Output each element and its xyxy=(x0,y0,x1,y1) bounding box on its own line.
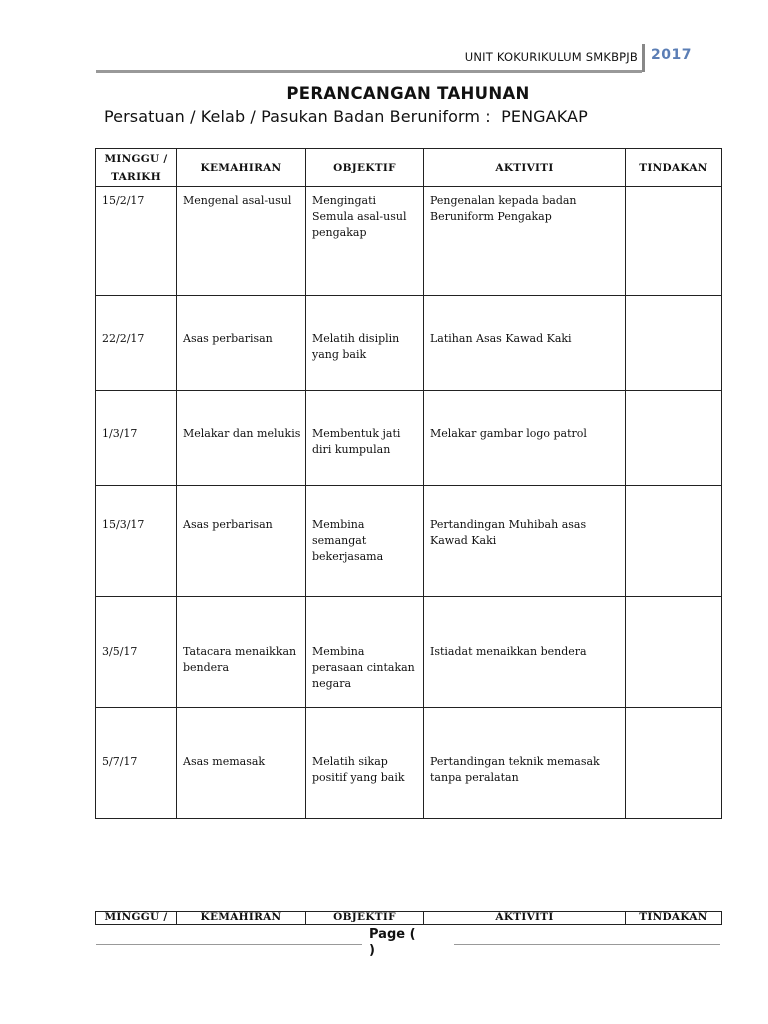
action-text xyxy=(626,296,721,331)
date-text: 22/2/17 xyxy=(102,332,145,345)
skill-text: Asas memasak xyxy=(183,755,266,768)
header-activity: AKTIVITI xyxy=(424,149,626,187)
activity-cell xyxy=(424,708,626,819)
action-text xyxy=(626,486,721,517)
action-cell xyxy=(626,296,722,391)
action-text xyxy=(626,391,721,426)
skill-text: Asas perbarisan xyxy=(183,518,273,531)
date-text: 15/2/17 xyxy=(102,194,145,207)
table-row xyxy=(96,187,722,296)
objective-cell xyxy=(306,486,424,597)
activity-text: Melakar gambar logo patrol xyxy=(430,427,587,440)
skill-text: Tatacara menaikkan bendera xyxy=(183,645,297,674)
header-action: TINDAKAN xyxy=(626,149,722,187)
activity-cell xyxy=(424,187,626,296)
table-header-row xyxy=(96,149,722,187)
activity-cell xyxy=(424,486,626,597)
header-skill: KEMAHIRAN xyxy=(177,912,306,925)
header-week-date: MINGGU / xyxy=(96,912,177,925)
skill-text: Mengenal asal-usul xyxy=(183,194,292,207)
table-row xyxy=(96,391,722,486)
action-cell xyxy=(626,486,722,597)
header-objective: OBJEKTIF xyxy=(306,912,424,925)
header-action: TINDAKAN xyxy=(626,912,722,925)
date-cell xyxy=(96,296,177,391)
header-week-date xyxy=(96,149,177,187)
objective-text: Melatih disiplin yang baik xyxy=(312,332,400,361)
skill-cell xyxy=(177,187,306,296)
skill-cell xyxy=(177,486,306,597)
page-number-label: Page ( ) xyxy=(369,927,416,958)
header-objective: OBJEKTIF xyxy=(306,149,424,187)
action-cell xyxy=(626,708,722,819)
action-cell xyxy=(626,187,722,296)
objective-cell xyxy=(306,296,424,391)
objective-text: Mengingati Semula asal-usul pengakap xyxy=(312,194,407,239)
objective-cell xyxy=(306,187,424,296)
table-row xyxy=(96,486,722,597)
header-year: 2017 xyxy=(651,47,692,63)
table-row xyxy=(96,296,722,391)
date-text: 1/3/17 xyxy=(102,427,138,440)
date-cell xyxy=(96,708,177,819)
continuation-table-header xyxy=(95,911,722,925)
header-unit-name: UNIT KOKURIKULUM SMKBPJB xyxy=(464,50,638,64)
table-row xyxy=(96,597,722,708)
activity-text: Pertandingan teknik memasak tanpa peralatan xyxy=(430,755,600,784)
date-cell xyxy=(96,597,177,708)
header-skill: KEMAHIRAN xyxy=(177,149,306,187)
skill-cell xyxy=(177,296,306,391)
objective-cell xyxy=(306,597,424,708)
date-text: 3/5/17 xyxy=(102,645,138,658)
header-week-label: MINGGU / xyxy=(104,152,168,165)
skill-cell xyxy=(177,391,306,486)
date-text: 5/7/17 xyxy=(102,755,138,768)
activity-text: Pertandingan Muhibah asas Kawad Kaki xyxy=(430,518,587,547)
action-text xyxy=(626,597,721,644)
date-cell xyxy=(96,391,177,486)
activity-text: Istiadat menaikkan bendera xyxy=(430,645,587,658)
action-cell xyxy=(626,391,722,486)
date-text: 15/3/17 xyxy=(102,518,145,531)
activity-text: Pengenalan kepada badan Beruniform Pengakap xyxy=(430,194,577,223)
skill-text: Melakar dan melukis xyxy=(183,427,301,440)
footer-rule-right xyxy=(454,944,720,945)
date-cell xyxy=(96,486,177,597)
skill-text: Asas perbarisan xyxy=(183,332,273,345)
header-rule xyxy=(96,70,642,73)
header-activity: AKTIVITI xyxy=(424,912,626,925)
header-date-label: TARIKH xyxy=(111,170,161,183)
action-text xyxy=(626,708,721,754)
action-cell xyxy=(626,597,722,708)
action-text xyxy=(626,187,721,193)
annual-plan-table xyxy=(95,148,722,819)
skill-cell xyxy=(177,708,306,819)
objective-text: Melatih sikap positif yang baik xyxy=(312,755,405,784)
activity-cell xyxy=(424,296,626,391)
objective-cell xyxy=(306,708,424,819)
activity-cell xyxy=(424,597,626,708)
skill-cell xyxy=(177,597,306,708)
activity-cell xyxy=(424,391,626,486)
table-header-row xyxy=(96,912,722,925)
activity-text: Latihan Asas Kawad Kaki xyxy=(430,332,572,345)
date-cell xyxy=(96,187,177,296)
objective-text: Membentuk jati diri kumpulan xyxy=(312,427,401,456)
footer-rule-left xyxy=(96,944,362,945)
header-separator xyxy=(642,44,645,72)
document-title: PERANCANGAN TAHUNAN xyxy=(286,84,530,103)
document-subtitle: Persatuan / Kelab / Pasukan Badan Beruniform : PENGAKAP xyxy=(104,107,588,126)
table-row xyxy=(96,708,722,819)
objective-text: Membina perasaan cintakan negara xyxy=(312,645,415,690)
objective-cell xyxy=(306,391,424,486)
objective-text: Membina semangat bekerjasama xyxy=(312,518,384,563)
